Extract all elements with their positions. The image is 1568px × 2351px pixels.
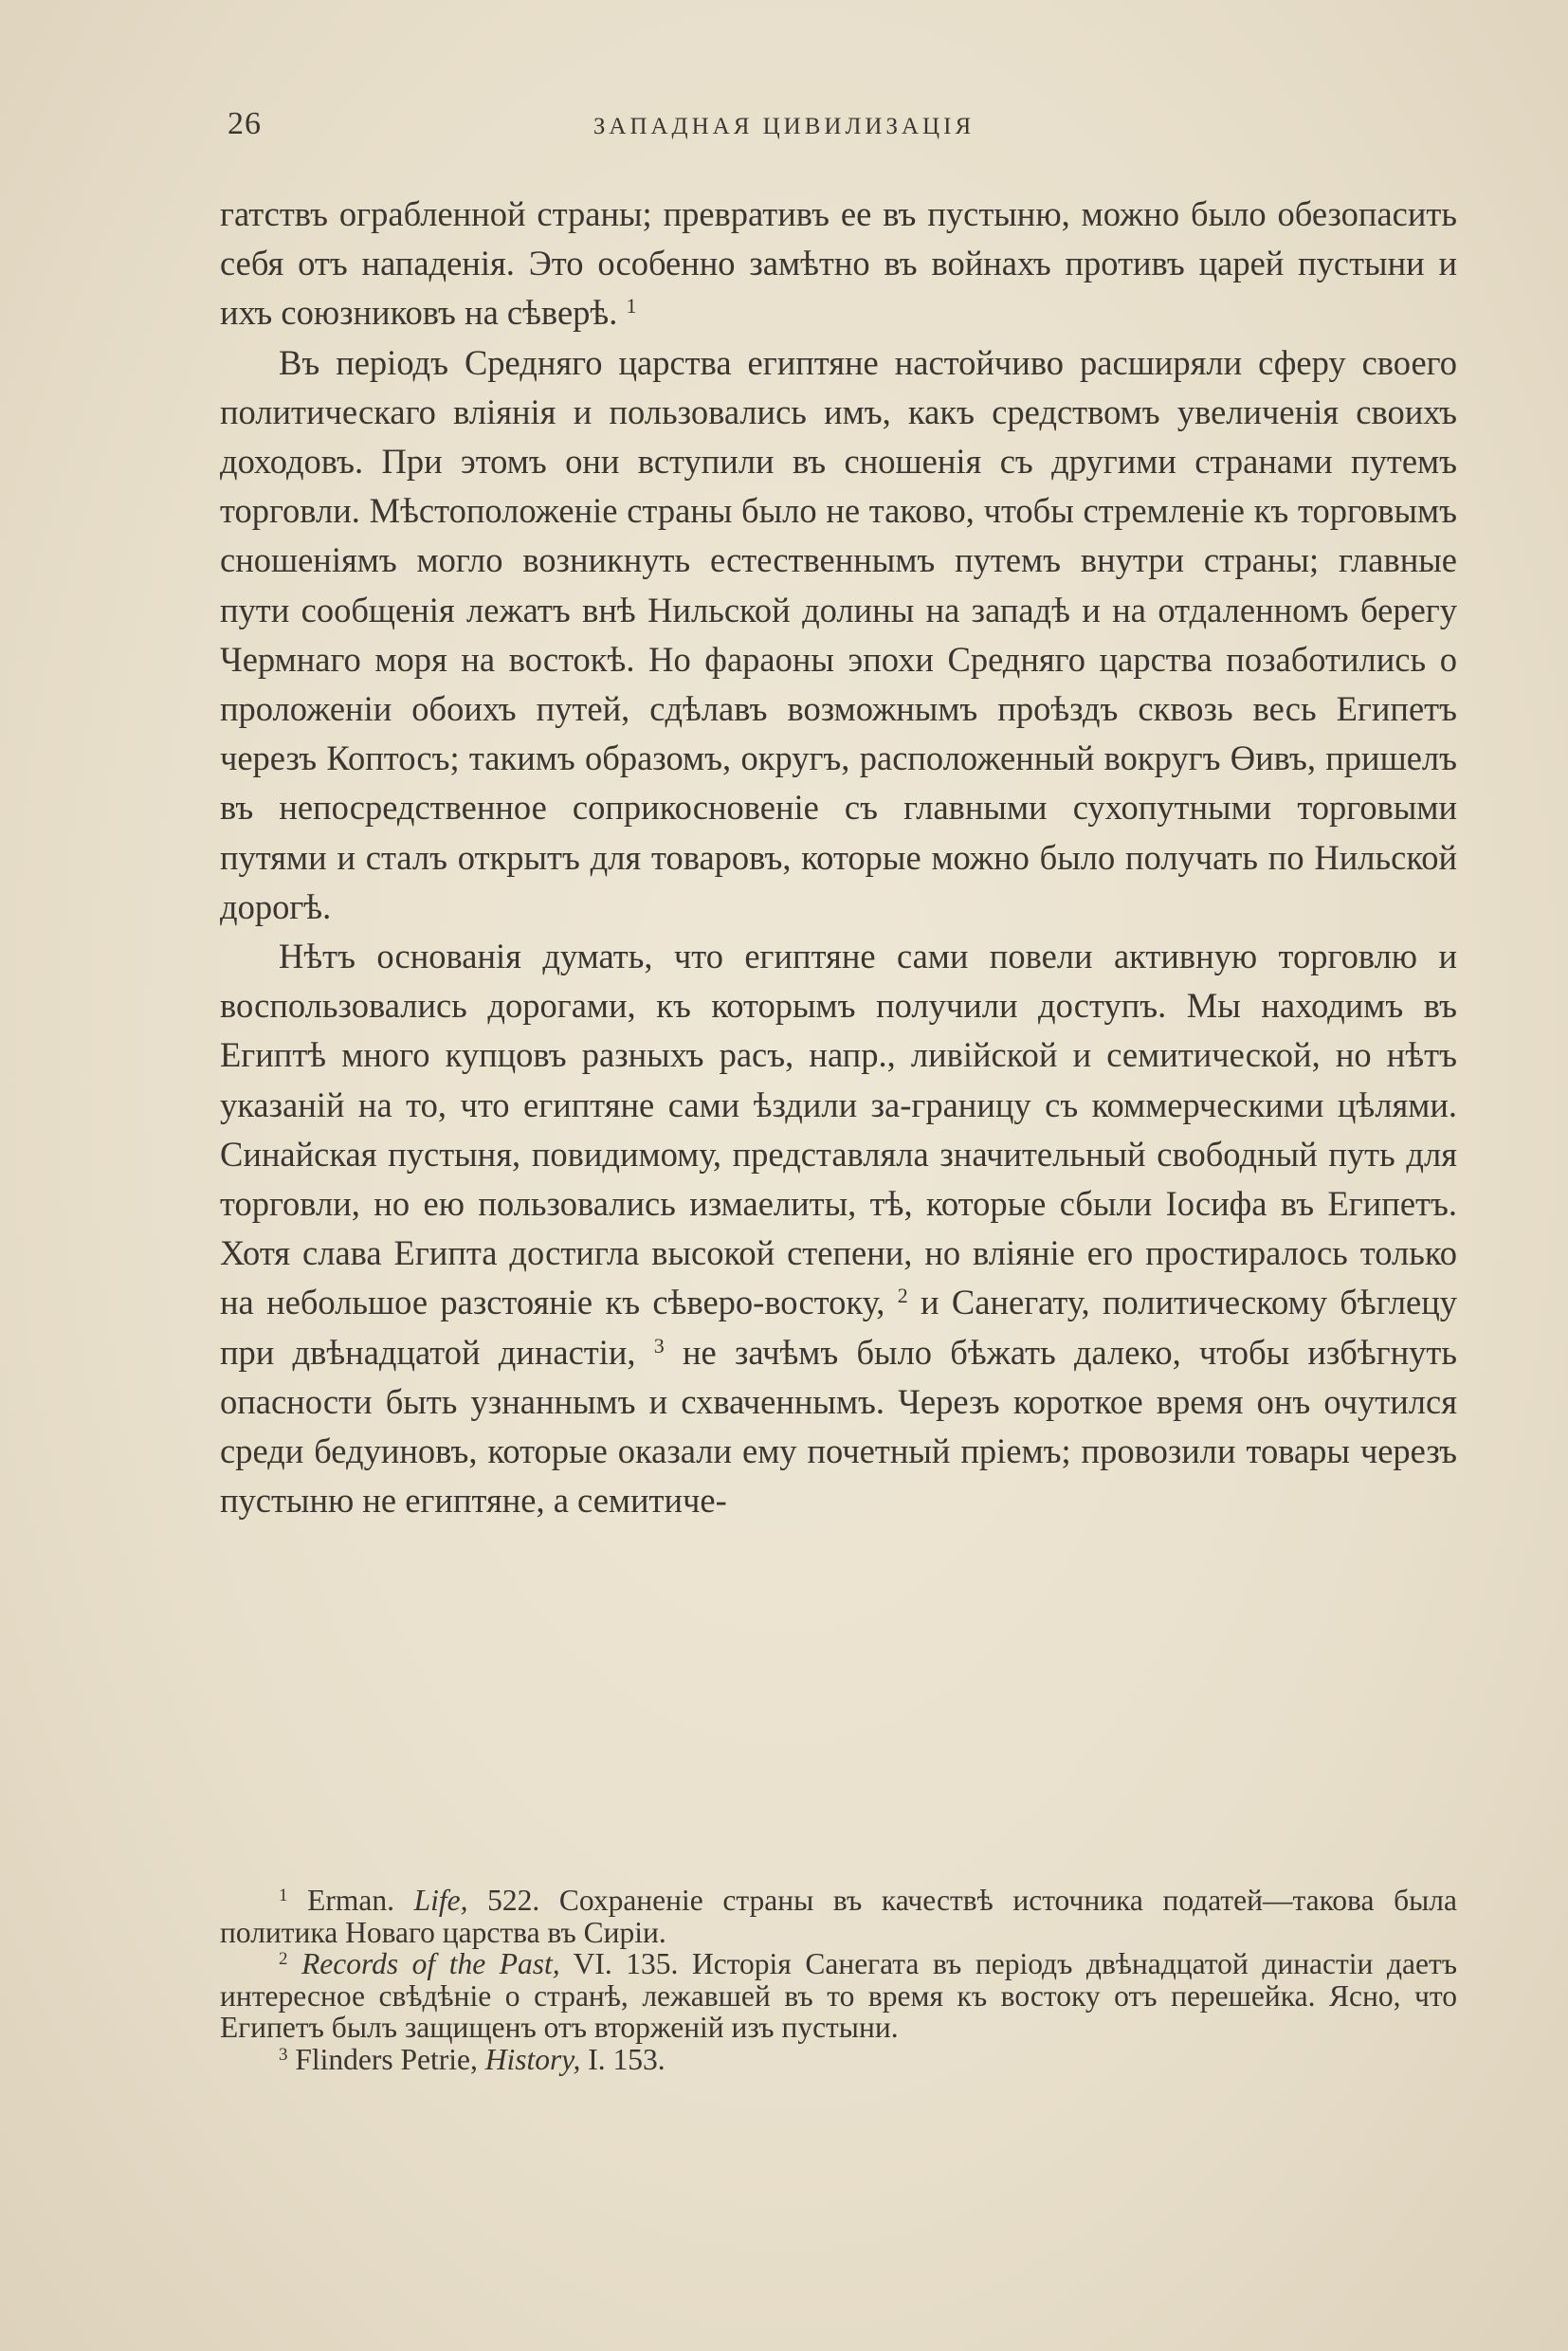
paragraph-text: и Санегату, политическому бѣглецу при двѣнадцатой династіи,: [220, 1283, 1458, 1372]
footnote-author: Flinders Petrie,: [295, 2042, 478, 2076]
running-title: ЗАПАДНАЯ ЦИВИЛИЗАЦІЯ: [593, 114, 975, 139]
footnote: [220, 1885, 1457, 1948]
footnote-text: VI. 135. Исторія Санегата въ періодъ двѣнадцатой династіи даетъ интересное свѣдѣніе о странѣ, лежавшей въ то время къ востоку отъ перешейка. Ясно, что Египетъ былъ защищенъ отъ вторженій изъ пустыни.: [220, 1947, 1457, 2044]
page-number: 26: [228, 106, 262, 141]
page-header: [0, 106, 1568, 154]
footnote: [220, 1948, 1457, 2044]
paragraph: [220, 338, 1457, 932]
paragraph: [220, 932, 1457, 1525]
footnote-number: 3: [279, 2044, 288, 2065]
paragraph: [220, 190, 1457, 338]
footnote-marker: 3: [653, 1333, 665, 1358]
paragraph-text: не зачѣмъ было бѣжать далеко, чтобы избѣгнуть опасности быть узнаннымъ и схваченнымъ. Черезъ короткое время онъ очутился среди бедуиновъ, которые оказали ему почетный пріемъ; провозили товары черезъ пустыню не египтяне, а семитиче-: [220, 1332, 1458, 1521]
paragraph-text: Въ періодъ Средняго царства египтяне настойчиво расширяли сферу своего политическаго вліянія и пользовались имъ, какъ средствомъ увеличенія своихъ доходовъ. При этомъ они вступили въ сношенія съ другими странами путемъ торговли. Мѣстоположеніе страны было не таково, чтобы стремленіе къ торговымъ сношеніямъ могло возникнуть естественнымъ путемъ внутри страны; главные пути сообщенія лежатъ внѣ Нильской долины на западѣ и на отдаленномъ берегу Чермнаго моря на востокѣ. Но фараоны эпохи Средняго царства позаботились о проложеніи обоихъ путей, сдѣлавъ возможнымъ проѣздъ сквозь весь Египетъ черезъ Коптосъ; такимъ образомъ, округъ, расположенный вокругъ Өивъ, пришелъ въ непосредственное соприкосновеніе съ главными сухопутными торговыми путями и сталъ открытъ для товаровъ, которые можно было получать по Нильской дорогѣ.: [220, 342, 1457, 926]
footnote-work-title: History,: [484, 2042, 581, 2076]
footnote-work-title: Records of the Past,: [301, 1947, 560, 1980]
footnote-text: 522. Сохраненіе страны въ качествѣ источника податей—такова была политика Новаго царства въ Сиріи.: [220, 1884, 1458, 1949]
footnotes: [220, 1885, 1457, 2075]
footnote-number: 1: [279, 1886, 288, 1905]
paragraph-text: гатствъ ограбленной страны; превративъ ее въ пустыню, можно было обезопасить себя отъ нападенія. Это особенно замѣтно въ войнахъ противъ царей пустыни и ихъ союзниковъ на сѣверѣ.: [220, 194, 1457, 333]
footnote-text: I. 153.: [588, 2042, 665, 2076]
footnote: [220, 2044, 1457, 2076]
footnote-marker: 2: [897, 1284, 908, 1308]
body-text: [220, 190, 1457, 1525]
footnote-author: Erman.: [307, 1884, 394, 1917]
footnote-marker: 1: [626, 294, 637, 319]
paragraph-text: Нѣтъ основанія думать, что египтяне сами повели активную торговлю и воспользовались дорогами, къ которымъ получили доступъ. Мы находимъ въ Египтѣ много купцовъ разныхъ расъ, напр., ливійской и семитической, но нѣтъ указаній на то, что египтяне сами ѣздили за-границу съ коммерческими цѣлями. Синайская пустыня, повидимому, представляла значительный свободный путь для торговли, но ею пользовались измаелиты, тѣ, которые сбыли Іосифа въ Египетъ. Хотя слава Египта достигла высокой степени, но вліяніе его простиралось только на небольшое разстояніе къ сѣверо-востоку,: [220, 937, 1457, 1322]
footnote-number: 2: [279, 1949, 288, 1969]
footnote-work-title: Life,: [413, 1884, 468, 1917]
